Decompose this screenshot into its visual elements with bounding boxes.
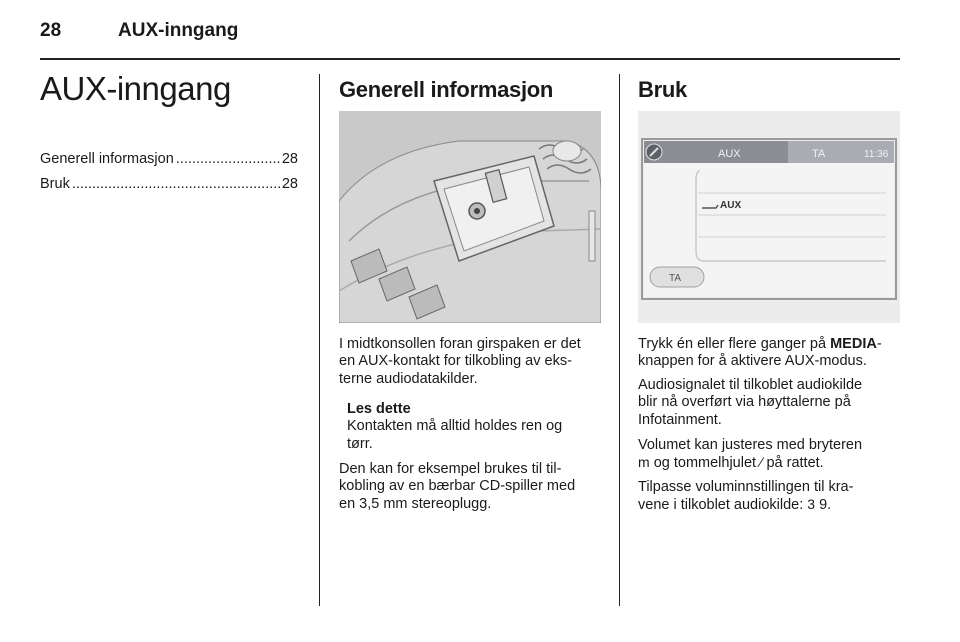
text-line: Volumet kan justeres med bryteren bbox=[638, 437, 863, 453]
paragraph bbox=[638, 479, 908, 515]
paragraph bbox=[339, 461, 609, 513]
screen-tab-aux[interactable]: AUX bbox=[718, 148, 741, 160]
toc-leader bbox=[72, 176, 280, 192]
screen-clock: 11:36 bbox=[864, 149, 889, 160]
toc-page: 28 bbox=[281, 176, 298, 192]
text-line: tørr. bbox=[347, 435, 373, 452]
toc-leader bbox=[176, 151, 280, 167]
text-line: en 3,5 mm stereoplugg. bbox=[339, 495, 492, 512]
toc-page: 28 bbox=[281, 151, 298, 167]
toc-label: Bruk bbox=[40, 176, 70, 192]
text-line: Tilpasse voluminnstillingen til kra- bbox=[638, 479, 854, 495]
column-divider-1 bbox=[319, 74, 320, 606]
section-heading-general: Generell informasjon bbox=[339, 77, 554, 102]
header-rule bbox=[40, 58, 900, 60]
text-line: Den kan for eksempel brukes til til- bbox=[339, 461, 562, 477]
media-key-label: MEDIA bbox=[830, 336, 877, 352]
text-line: Audiosignalet til tilkoblet audiokilde bbox=[638, 377, 863, 393]
note-box bbox=[347, 401, 607, 453]
paragraph bbox=[339, 336, 609, 388]
text-line: Kontakten må alltid holdes ren og bbox=[347, 418, 563, 435]
aux-socket-illustration-icon bbox=[339, 111, 601, 323]
text-line: vene i tilkoblet audiokilde: 3 9. bbox=[638, 496, 832, 514]
infotainment-screen-figure bbox=[638, 111, 900, 323]
screen-list-item-aux[interactable]: AUX bbox=[720, 200, 742, 211]
thumbwheel-symbol: ⁄ bbox=[760, 454, 763, 471]
paragraph bbox=[638, 377, 908, 429]
running-header-title: AUX-inngang bbox=[118, 20, 239, 41]
text-line: Trykk én eller flere ganger på MEDIA- bbox=[638, 336, 882, 352]
screen-ta-button-label: TA bbox=[669, 273, 682, 284]
volume-switch-symbol: m bbox=[638, 454, 650, 471]
table-of-contents bbox=[40, 151, 298, 201]
text-line: terne audiodatakilder. bbox=[339, 370, 478, 387]
text-line: kobling av en bærbar CD-spiller med bbox=[339, 478, 576, 495]
text-line: I midtkonsollen foran girspaken er det bbox=[339, 336, 581, 352]
toc-label: Generell informasjon bbox=[40, 151, 174, 167]
paragraph bbox=[638, 336, 908, 371]
page-reference-symbol: 3 bbox=[807, 496, 816, 513]
paragraph bbox=[638, 437, 908, 473]
toc-entry[interactable] bbox=[40, 176, 298, 201]
text-line: en AUX-kontakt for tilkobling av eks- bbox=[339, 353, 572, 370]
screen-tab-ta[interactable]: TA bbox=[812, 148, 826, 160]
toc-entry[interactable] bbox=[40, 151, 298, 176]
page-number: 28 bbox=[40, 20, 62, 41]
aux-socket-figure bbox=[339, 111, 601, 323]
section-heading-use: Bruk bbox=[638, 77, 687, 102]
note-title: Les dette bbox=[347, 401, 411, 417]
column-divider-2 bbox=[619, 74, 620, 606]
chapter-title: AUX-inngang bbox=[40, 70, 231, 107]
text-line: knappen for å aktivere AUX-modus. bbox=[638, 353, 867, 370]
text-line: blir nå overført via høyttalerne på bbox=[638, 394, 851, 411]
text-line: m og tommelhjulet ⁄ på rattet. bbox=[638, 454, 824, 472]
text-line: Infotainment. bbox=[638, 411, 722, 428]
